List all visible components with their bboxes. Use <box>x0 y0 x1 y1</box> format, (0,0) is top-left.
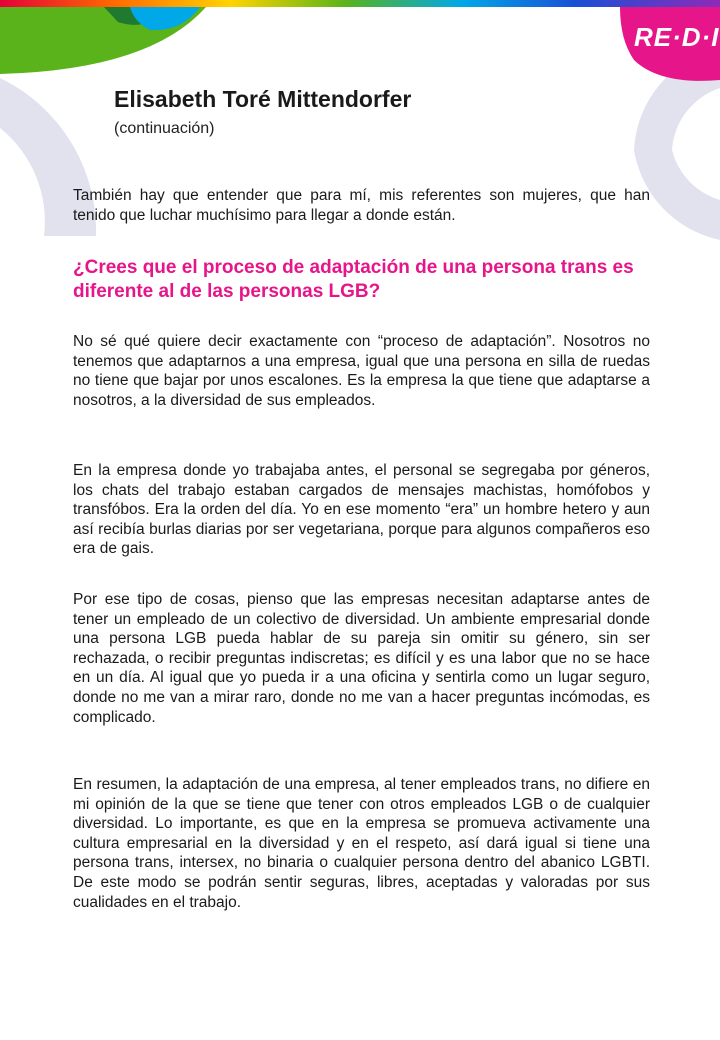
redi-logo: RE·D·I <box>634 22 720 52</box>
answer-paragraph-4: En resumen, la adaptación de una empresa, al tener empleados trans, no difiere en mi opinión de la que se tiene que tener con otros empleados LGB o de cualquier diversidad. Lo importante, es que en la empresa se promueva activamente una cultura empresarial en la diversidad y en el respeto, así dará igual si tiene una persona trans, intersex, no binaria o cualquier persona dentro del abanico LGBTI. De este modo se podrán sentir seguras, libres, aceptadas y valoradas por sus cualidades en el trabajo. <box>73 776 650 911</box>
author-title: Elisabeth Toré Mittendorfer <box>114 86 412 112</box>
answer-paragraph-2: En la empresa donde yo trabajaba antes, el personal se segregaba por géneros, los chats del trabajo estaban cargados de mensajes machistas, homófobos y transfóbos. Era la orden del día. Yo en ese momento “era” un hombre hetero y aun así recibía burlas diarias por ser vegetariana, porque para algunos compañeros eso era de gais. <box>73 462 650 558</box>
answer-paragraph-3: Por ese tipo de cosas, pienso que las empresas necesitan adaptarse antes de tener un empleado de un colectivo de diversidad. Un ambiente empresarial donde una persona LGB pueda hablar de su pareja sin omitir su género, sin ser rechazada, o recibir preguntas indiscretas; es difícil y es una labor que no se hace en un día. Al igual que yo pueda ir a una oficina y sentirla como un lugar seguro, donde no me van a mirar raro, donde no me van a hacer preguntas incómodas, es complicado. <box>73 591 650 726</box>
intro-paragraph: También hay que entender que para mí, mis referentes son mujeres, que han tenido que luchar muchísimo para llegar a donde están. <box>73 187 650 224</box>
continuation-subtitle: (continuación) <box>114 120 215 137</box>
interview-question: ¿Crees que el proceso de adaptación de una persona trans es diferente al de las personas LGB? <box>73 257 634 302</box>
answer-paragraph-1: No sé qué quiere decir exactamente con “proceso de adaptación”. Nosotros no tenemos que adaptarnos a una empresa, igual que una persona en silla de ruedas no tiene que bajar por unos escalones. Es la empresa la que tiene que adaptarse a nosotros, a la diversidad de sus empleados. <box>73 333 650 409</box>
